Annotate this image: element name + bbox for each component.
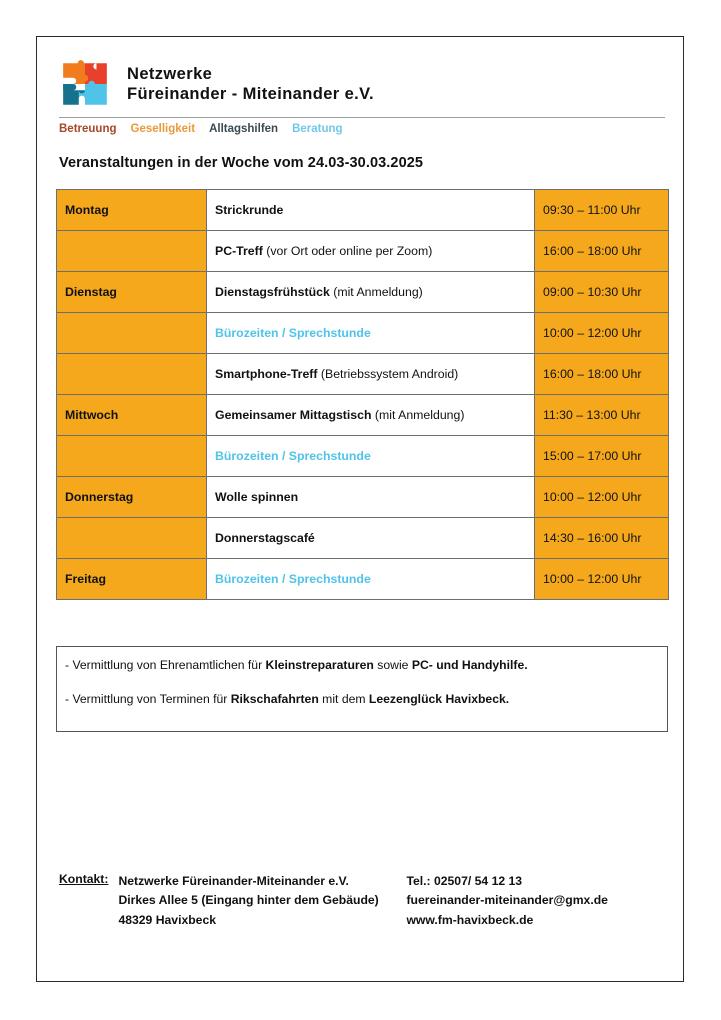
- contact-address-line-1: Netzwerke Füreinander-Miteinander e.V.: [118, 874, 349, 888]
- org-name-line-2: Füreinander - Miteinander e.V.: [127, 85, 375, 103]
- schedule-day-cell: Montag: [57, 190, 207, 231]
- organization-name: [127, 64, 374, 104]
- contact-address-line-3: 48329 Havixbeck: [118, 912, 217, 927]
- schedule-row: [57, 190, 669, 231]
- services-notes-box: [56, 646, 668, 732]
- schedule-day-cell: Freitag: [57, 559, 207, 600]
- event-title: Bürozeiten / Sprechstunde: [215, 326, 371, 340]
- note-line-2: [65, 692, 657, 707]
- contact-columns: [118, 872, 666, 930]
- schedule-time-cell: 16:00 – 18:00 Uhr: [535, 354, 669, 395]
- schedule-event-cell: [207, 559, 535, 600]
- event-title: Dienstagsfrühstück: [215, 285, 330, 299]
- weekly-schedule-table: [56, 189, 669, 600]
- note-text-run: Kleinstreparaturen: [265, 658, 374, 672]
- contact-address-line-2: Dirkes Allee 5 (Eingang hinter dem Gebäude): [118, 893, 379, 908]
- note-text-run: Rikschafahrten: [230, 692, 319, 707]
- nav-item-beratung[interactable]: Beratung: [292, 123, 343, 135]
- schedule-row: [57, 231, 669, 272]
- schedule-day-cell: [57, 518, 207, 559]
- event-detail: (mit Anmeldung): [371, 408, 465, 422]
- document-header: [59, 55, 665, 135]
- schedule-row: [57, 272, 669, 313]
- note-text-run: mit dem: [318, 692, 369, 707]
- schedule-event-cell: [207, 272, 535, 313]
- note-text-run: - Vermittlung von Terminen für: [65, 692, 231, 707]
- contact-website[interactable]: www.fm-havixbeck.de: [406, 912, 534, 927]
- puzzle-logo-icon: [59, 58, 111, 110]
- schedule-day-cell: Mittwoch: [57, 395, 207, 436]
- schedule-day-cell: [57, 231, 207, 272]
- event-detail: (vor Ort oder online per Zoom): [262, 244, 433, 258]
- schedule-table-body: [57, 190, 669, 600]
- schedule-time-cell: 09:30 – 11:00 Uhr: [535, 190, 669, 231]
- schedule-row: [57, 436, 669, 477]
- event-title: Bürozeiten / Sprechstunde: [215, 572, 371, 586]
- note-line-1: [65, 658, 657, 673]
- schedule-table-container: [56, 189, 668, 600]
- schedule-time-cell: 10:00 – 12:00 Uhr: [535, 313, 669, 354]
- schedule-day-cell: Donnerstag: [57, 477, 207, 518]
- schedule-row: [57, 354, 669, 395]
- schedule-time-cell: 14:30 – 16:00 Uhr: [535, 518, 669, 559]
- event-title: Bürozeiten / Sprechstunde: [215, 449, 371, 463]
- contact-phone: Tel.: 02507/ 54 12 13: [406, 874, 523, 888]
- schedule-time-cell: 15:00 – 17:00 Uhr: [535, 436, 669, 477]
- schedule-day-cell: Dienstag: [57, 272, 207, 313]
- schedule-event-cell: [207, 477, 535, 518]
- schedule-event-cell: [207, 231, 535, 272]
- note-text-run: sowie: [373, 658, 412, 672]
- note-text-run: - Vermittlung von Ehrenamtlichen für: [65, 658, 266, 672]
- page-title: Veranstaltungen in der Woche vom 24.03-30.03.2025: [59, 155, 424, 171]
- service-category-nav: [59, 123, 665, 135]
- schedule-row: [57, 395, 669, 436]
- schedule-row: [57, 518, 669, 559]
- note-text-run: Leezenglück Havixbeck.: [368, 692, 510, 707]
- schedule-event-cell: [207, 395, 535, 436]
- schedule-event-cell: [207, 436, 535, 477]
- schedule-event-cell: [207, 518, 535, 559]
- page-sheet: [36, 36, 684, 982]
- schedule-day-cell: [57, 354, 207, 395]
- schedule-time-cell: 09:00 – 10:30 Uhr: [535, 272, 669, 313]
- header-divider: [59, 117, 665, 118]
- event-title: Smartphone-Treff: [215, 367, 318, 381]
- event-detail: (Betriebssystem Android): [317, 367, 459, 381]
- event-detail: (mit Anmeldung): [329, 285, 423, 299]
- contact-label: Kontakt:: [59, 872, 109, 886]
- logo-row: [59, 55, 665, 113]
- org-name-line-1: Netzwerke: [127, 64, 213, 83]
- nav-item-alltagshilfen[interactable]: Alltagshilfen: [209, 123, 279, 135]
- event-title: Gemeinsamer Mittagstisch: [215, 408, 372, 422]
- contact-communication-column: [406, 872, 666, 930]
- contact-address-column: [118, 872, 406, 930]
- schedule-event-cell: [207, 313, 535, 354]
- schedule-time-cell: 10:00 – 12:00 Uhr: [535, 477, 669, 518]
- schedule-event-cell: [207, 354, 535, 395]
- schedule-row: [57, 477, 669, 518]
- schedule-time-cell: 11:30 – 13:00 Uhr: [535, 395, 669, 436]
- event-title: Wolle spinnen: [215, 490, 299, 504]
- event-title: Donnerstagscafé: [215, 531, 315, 545]
- note-text-run: PC- und Handyhilfe.: [411, 658, 528, 672]
- event-title: PC-Treff: [215, 244, 263, 258]
- schedule-row: [57, 559, 669, 600]
- event-title: Strickrunde: [215, 203, 284, 217]
- nav-item-betreuung[interactable]: Betreuung: [59, 123, 117, 135]
- schedule-time-cell: 16:00 – 18:00 Uhr: [535, 231, 669, 272]
- schedule-day-cell: [57, 436, 207, 477]
- schedule-event-cell: [207, 190, 535, 231]
- nav-item-geselligkeit[interactable]: Geselligkeit: [130, 123, 196, 135]
- contact-email[interactable]: fuereinander-miteinander@gmx.de: [406, 893, 608, 908]
- schedule-time-cell: 10:00 – 12:00 Uhr: [535, 559, 669, 600]
- schedule-day-cell: [57, 313, 207, 354]
- contact-footer: [59, 872, 666, 930]
- schedule-row: [57, 313, 669, 354]
